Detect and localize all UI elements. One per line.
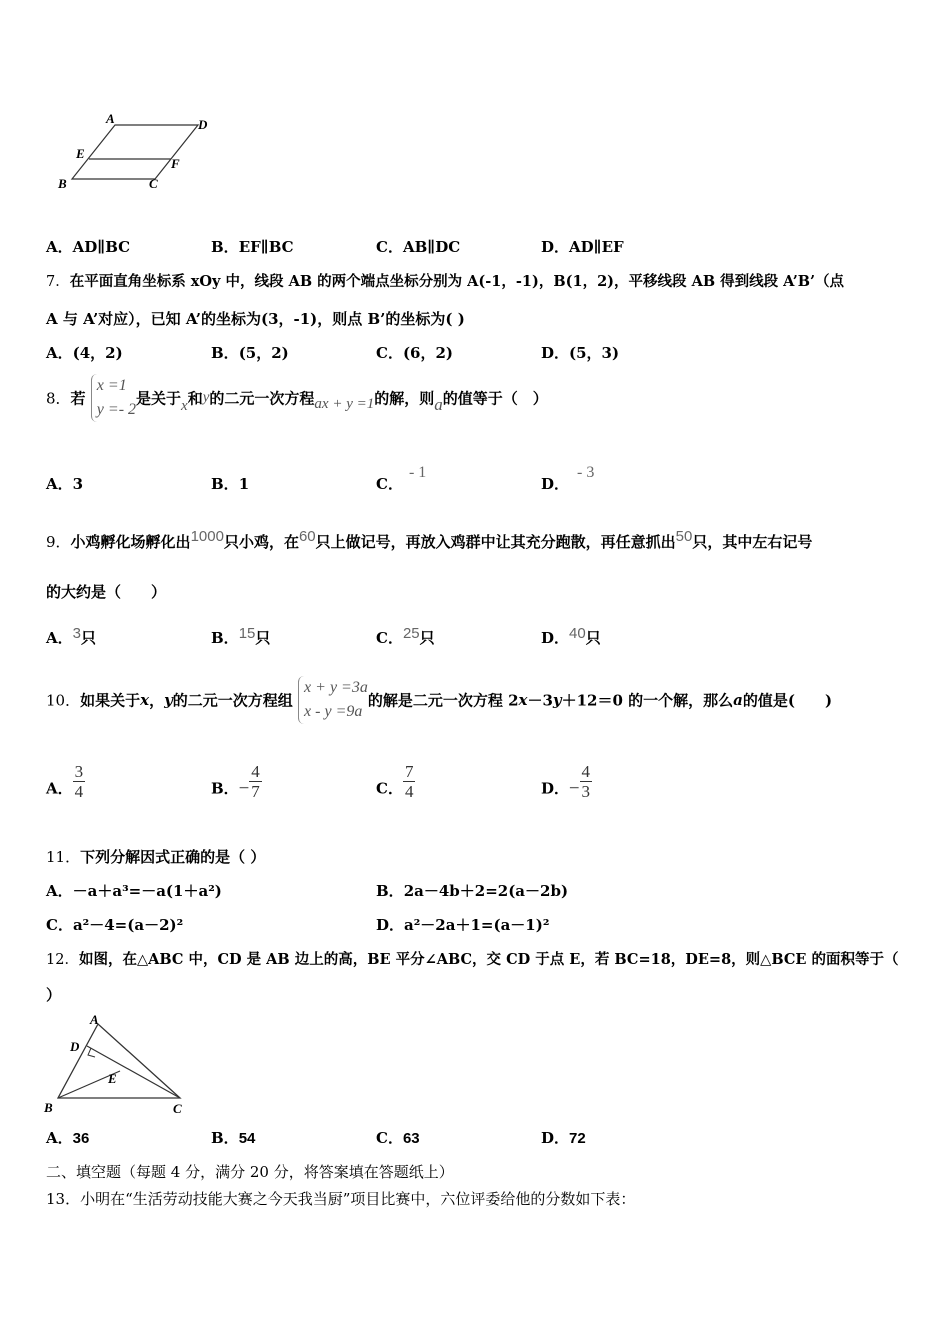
label-a: A bbox=[106, 111, 115, 126]
q10-option-c: C． $\frac{7}{4}$ bbox=[376, 762, 414, 801]
q8-system: x =1 y =- 2 bbox=[91, 374, 136, 422]
triangle-figure bbox=[40, 1010, 200, 1120]
q6-option-b: B．EF∥BC bbox=[211, 238, 294, 256]
label-b: B bbox=[58, 176, 67, 191]
label-c: C bbox=[173, 1101, 182, 1116]
q11-option-c: C．a²－4=(a－2)² bbox=[46, 916, 184, 934]
q7-option-a: A．(4，2) bbox=[46, 344, 123, 362]
q6-option-c: C．AB∥DC bbox=[376, 238, 461, 256]
q11-option-d: D．a²－2a＋1=(a－1)² bbox=[376, 916, 550, 934]
q9-option-c: C．25只 bbox=[376, 625, 435, 647]
q9-line1: 9．小鸡孵化场孵化出1000只小鸡，在60只上做记号，再放入鸡群中让其充分跑散，再任意抓出50只，其中左右记号 bbox=[46, 528, 813, 551]
q7-option-d: D．(5，3) bbox=[541, 344, 620, 362]
label-a: A bbox=[90, 1012, 99, 1027]
q10-option-a: A． $\frac{3}{4}$ bbox=[46, 762, 84, 801]
q8-option-a: A．3 bbox=[46, 475, 84, 493]
q9-line2: 的大约是（ ） bbox=[46, 583, 167, 601]
q10-question: 10．如果关于x，y的二元一次方程组 x + y =3a x - y =9a的解是二元一次方程 2x－3y＋12＝0 的一个解，那么a的值是( ) bbox=[46, 676, 832, 724]
q7-option-b: B．(5，2) bbox=[211, 344, 289, 362]
q10-option-d: D．− $\frac{4}{3}$ bbox=[541, 762, 591, 801]
section-heading: 二、填空题（每题 4 分，满分 20 分，将答案填在答题纸上） bbox=[46, 1163, 454, 1181]
q8-option-b: B．1 bbox=[211, 475, 250, 493]
label-e: E bbox=[76, 146, 85, 161]
q11-option-b: B．2a－4b＋2=2(a－2b) bbox=[376, 882, 569, 900]
q12-line1: 12．如图，在△ABC 中，CD 是 AB 边上的高，BE 平分∠ABC，交 CD 于点 E，若 BC=18，DE=8，则△BCE 的面积等于（ bbox=[46, 951, 899, 968]
q12-option-b: B．54 bbox=[211, 1129, 256, 1147]
label-f: F bbox=[171, 156, 180, 171]
q10-option-b: B．− $\frac{4}{7}$ bbox=[211, 762, 260, 801]
q7-line1: 7．在平面直角坐标系 xOy 中，线段 AB 的两个端点坐标分别为 A(-1，-1)，B(1，2)，平移线段 AB 得到线段 A’B’（点 bbox=[46, 273, 845, 290]
q7-line2: A 与 A’对应），已知 A’的坐标为(3，-1)，则点 B’的坐标为( ) bbox=[46, 310, 465, 328]
parallelogram-figure bbox=[50, 108, 230, 198]
q11-option-a: A．－a＋a³=－a(1＋a²) bbox=[46, 882, 222, 900]
label-d: D bbox=[70, 1039, 80, 1054]
q12-option-d: D．72 bbox=[541, 1129, 586, 1147]
label-b: B bbox=[44, 1100, 53, 1115]
q8-question: 8．若 x =1 y =- 2是关于x和y的二元一次方程ax + y =1的解，则a的值等于（ ） bbox=[46, 374, 548, 422]
q12-option-c: C．63 bbox=[376, 1129, 420, 1147]
label-d: D bbox=[198, 117, 208, 132]
q12-option-a: A．36 bbox=[46, 1129, 90, 1147]
q9-option-d: D．40只 bbox=[541, 625, 601, 647]
q8-option-d: D．- 3 bbox=[541, 464, 595, 493]
q6-option-d: D．AD∥EF bbox=[541, 238, 624, 256]
q9-option-a: A．3只 bbox=[46, 625, 96, 647]
q11-question: 11．下列分解因式正确的是（ ） bbox=[46, 848, 266, 866]
q12-line2: ） bbox=[46, 986, 62, 1004]
q6-option-a: A．AD∥BC bbox=[46, 238, 131, 256]
q8-option-c: C．- 1 bbox=[376, 464, 427, 493]
q10-system: x + y =3a x - y =9a bbox=[298, 676, 368, 724]
label-e: E bbox=[108, 1071, 117, 1086]
label-c: C bbox=[149, 176, 158, 191]
q9-option-b: B．15只 bbox=[211, 625, 271, 647]
q13-question: 13．小明在“生活劳动技能大赛之今天我当厨”项目比赛中，六位评委给他的分数如下表： bbox=[46, 1190, 636, 1208]
q7-option-c: C．(6，2) bbox=[376, 344, 454, 362]
